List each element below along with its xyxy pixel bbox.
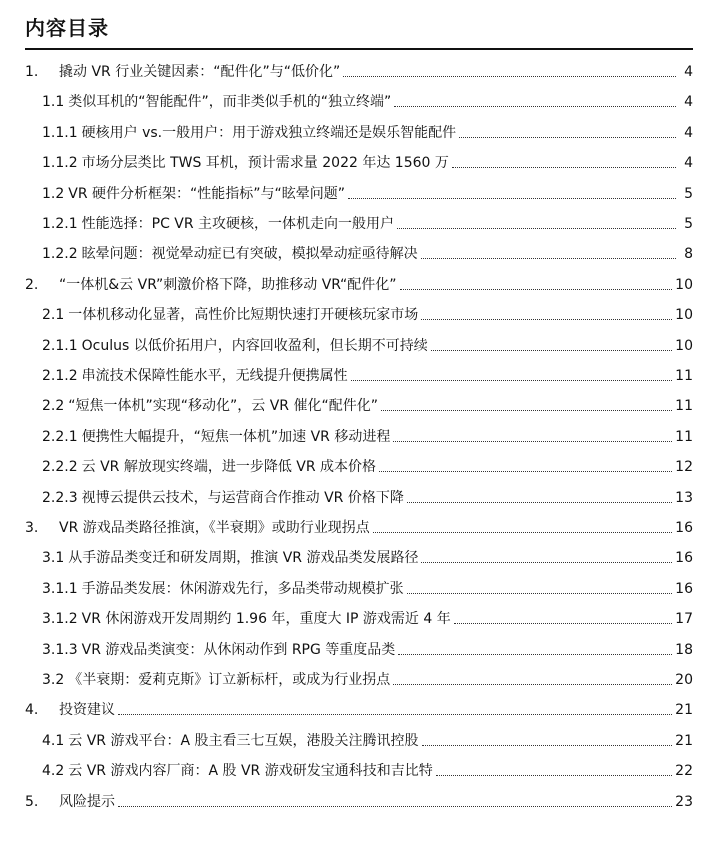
toc-entry[interactable] — [42, 666, 693, 690]
toc-page-number: 11 — [675, 398, 693, 415]
toc-entry[interactable] — [42, 636, 693, 660]
toc-page-number: 20 — [675, 672, 693, 688]
toc-entry-number: 3.1.2 — [42, 611, 78, 628]
toc-entry-label: 市场分层类比 TWS 耳机，预计需求量 2022 年达 1560 万 — [81, 155, 449, 172]
toc-entry-label: “一体机&云 VR”刺激价格下降，助推移动 VR“配件化” — [59, 276, 397, 293]
toc-entry[interactable] — [42, 180, 693, 204]
toc-entry[interactable] — [42, 210, 693, 234]
toc-entry-label: 视博云提供云技术，与运营商合作推动 VR 价格下降 — [81, 489, 404, 506]
toc-entry-label: 云 VR 解放现实终端，进一步降低 VR 成本价格 — [81, 459, 377, 476]
toc-entry-number: 3.1 — [42, 550, 65, 567]
toc-dot-leader — [118, 714, 672, 715]
toc-dot-leader — [421, 258, 676, 259]
toc-entry-label: VR 硬件分析框架：“性能指标”与“眩晕问题” — [68, 185, 346, 202]
toc-page-number: 11 — [675, 428, 693, 445]
toc-entry-label: 《半衰期：爱莉克斯》订立新标杆，或成为行业拐点 — [68, 672, 391, 688]
toc-entry-title — [25, 275, 397, 295]
toc-entry-label: “短焦一体机”实现“移动化”，云 VR 催化“配件化” — [68, 398, 378, 415]
toc-entry[interactable] — [42, 757, 693, 781]
toc-page-number: 4 — [684, 124, 693, 141]
toc-page-number: 10 — [675, 307, 693, 324]
toc-entry-title — [42, 214, 394, 234]
toc-entry-number: 2.1 — [42, 307, 65, 324]
toc-entry-title — [42, 396, 378, 416]
toc-entry-label: 投资建议 — [59, 702, 115, 719]
toc-entry-title — [42, 427, 390, 447]
toc-entry-label: 云 VR 游戏平台：A 股主看三七互娱，港股关注腾讯控股 — [68, 732, 419, 749]
toc-dot-leader — [459, 137, 676, 138]
toc-entry-title — [25, 792, 115, 812]
toc-page-number: 11 — [675, 368, 693, 384]
toc-dot-leader — [118, 806, 672, 807]
toc-entry-title — [42, 336, 428, 356]
toc-entry-number: 4.2 — [42, 763, 65, 780]
toc-dot-leader — [454, 623, 672, 624]
toc-entry[interactable] — [42, 392, 693, 416]
toc-entry-number: 3.2 — [42, 672, 65, 688]
toc-title: 内容目录 — [25, 16, 109, 40]
toc-entry-title — [42, 548, 418, 568]
toc-entry[interactable] — [42, 362, 693, 386]
toc-dot-leader — [393, 684, 672, 685]
toc-entry-number: 3. — [25, 520, 39, 536]
toc-page-number: 16 — [675, 520, 693, 536]
toc-dot-leader — [351, 380, 673, 381]
toc-entry-title — [42, 184, 345, 204]
toc-dot-leader — [422, 745, 673, 746]
toc-entry-label: 串流技术保障性能水平，无线提升便携属性 — [81, 368, 348, 384]
toc-entry-number: 2.1.2 — [42, 368, 78, 384]
toc-entry[interactable] — [42, 88, 693, 112]
toc-entry[interactable] — [42, 544, 693, 568]
toc-entry[interactable] — [25, 514, 693, 538]
toc-entry-number: 1.2.2 — [42, 246, 78, 263]
toc-entry-number: 4.1 — [42, 732, 65, 749]
toc-dot-leader — [373, 532, 672, 533]
toc-dot-leader — [381, 410, 672, 411]
toc-entry[interactable] — [25, 271, 693, 295]
toc-page-number: 5 — [684, 216, 693, 232]
toc-entry-title — [42, 761, 433, 781]
toc-entry-label: VR 游戏品类路径推演，《半衰期》或助行业现拐点 — [59, 520, 370, 536]
toc-entry-number: 2. — [25, 276, 39, 293]
toc-entry-number: 1.2.1 — [42, 216, 78, 232]
toc-entry-number: 1.1 — [42, 94, 65, 111]
toc-entry[interactable] — [42, 575, 693, 599]
toc-entry-label: 云 VR 游戏内容厂商：A 股 VR 游戏研发宝通科技和吉比特 — [68, 763, 433, 780]
toc-entry-title — [42, 609, 451, 629]
toc-entry-label: VR 游戏品类演变：从休闲动作到 RPG 等重度品类 — [81, 641, 396, 658]
toc-entry-label: 撬动 VR 行业关键因素：“配件化”与“低价化” — [59, 64, 341, 80]
toc-entry[interactable] — [25, 696, 693, 720]
toc-dot-leader — [436, 775, 672, 776]
toc-page-number: 8 — [684, 246, 693, 263]
toc-entry-label: 一体机移动化显著，高性价比短期快速打开硬核玩家市场 — [68, 307, 419, 324]
toc-entry-number: 5. — [25, 793, 39, 810]
toc-entry-title — [42, 488, 404, 508]
toc-entry[interactable] — [42, 119, 693, 143]
toc-entry-label: 风险提示 — [59, 793, 115, 810]
toc-entry[interactable] — [42, 332, 693, 356]
toc-entry-number: 3.1.1 — [42, 580, 78, 597]
toc-dot-leader — [421, 319, 672, 320]
toc-entry-title — [42, 670, 390, 690]
toc-entry-label: VR 休闲游戏开发周期约 1.96 年，重度大 IP 游戏需近 4 年 — [81, 611, 451, 628]
toc-entry-number: 2.1.1 — [42, 337, 78, 354]
toc-entry-number: 2.2.1 — [42, 428, 78, 445]
toc-dot-leader — [343, 76, 676, 77]
toc-page-number: 16 — [675, 580, 693, 597]
toc-page-number: 13 — [675, 489, 693, 506]
toc-entry-label: 便携性大幅提升，“短焦一体机”加速 VR 移动进程 — [81, 428, 391, 445]
toc-entry-title — [42, 92, 391, 112]
toc-entry[interactable] — [42, 605, 693, 629]
toc-dot-leader — [397, 228, 676, 229]
toc-entry-label: Oculus 以低价拓用户，内容回收盈利，但长期不可持续 — [81, 337, 428, 354]
toc-entry-label: 性能选择：PC VR 主攻硬核，一体机走向一般用户 — [81, 216, 395, 232]
toc-entry-title — [25, 62, 340, 82]
toc-page-number: 12 — [675, 459, 693, 476]
toc-entry-title — [42, 640, 395, 660]
toc-entry-number: 2.2.3 — [42, 489, 78, 506]
toc-entry[interactable] — [25, 58, 693, 82]
toc-entry-number: 2.2.2 — [42, 459, 78, 476]
toc-page-number: 5 — [684, 185, 693, 202]
toc-entry-label: 眩晕问题：视觉晕动症已有突破，模拟晕动症亟待解决 — [81, 246, 418, 263]
toc-dot-leader — [394, 106, 676, 107]
toc-entry-label: 从手游品类变迁和研发周期，推演 VR 游戏品类发展路径 — [68, 550, 419, 567]
toc-entry-label: 硬核用户 vs.一般用户：用于游戏独立终端还是娱乐智能配件 — [81, 124, 457, 141]
toc-entry[interactable] — [42, 240, 693, 264]
toc-page-number: 10 — [675, 276, 693, 293]
toc-page-number: 16 — [675, 550, 693, 567]
toc-dot-leader — [421, 562, 672, 563]
toc-entry[interactable] — [25, 788, 693, 812]
toc-entry-title — [42, 579, 404, 599]
toc-page-number: 21 — [675, 732, 693, 749]
toc-entry[interactable] — [42, 484, 693, 508]
toc-dot-leader — [348, 198, 676, 199]
toc-entry-title — [25, 518, 370, 538]
toc-dot-leader — [393, 441, 672, 442]
toc-dot-leader — [407, 593, 673, 594]
toc-page-number: 23 — [675, 793, 693, 810]
toc-entry-label: 类似耳机的“智能配件”，而非类似手机的“独立终端” — [68, 94, 392, 111]
toc-entry[interactable] — [42, 149, 693, 173]
toc-dot-leader — [379, 471, 672, 472]
toc-entry[interactable] — [42, 301, 693, 325]
toc-entry-number: 1.1.2 — [42, 155, 78, 172]
toc-page-number: 22 — [675, 763, 693, 780]
toc-entry-number: 1. — [25, 64, 39, 80]
toc-entry[interactable] — [42, 453, 693, 477]
toc-entry[interactable] — [42, 423, 693, 447]
toc-entry-title — [42, 305, 418, 325]
title-divider — [25, 48, 693, 50]
toc-page-number: 21 — [675, 702, 693, 719]
toc-entry-number: 1.2 — [42, 185, 65, 202]
toc-entry-number: 3.1.3 — [42, 641, 78, 658]
toc-page-number: 4 — [684, 64, 693, 80]
toc-page-number: 4 — [684, 94, 693, 111]
toc-page-number: 17 — [675, 611, 693, 628]
toc-entry-number: 1.1.1 — [42, 124, 78, 141]
toc-entry-title — [42, 366, 348, 386]
toc-dot-leader — [407, 502, 672, 503]
toc-entry-title — [42, 153, 449, 173]
toc-entry-title — [25, 700, 115, 720]
toc-page-number: 18 — [675, 641, 693, 658]
toc-entry-title — [42, 123, 456, 143]
toc-entry-number: 2.2 — [42, 398, 65, 415]
toc-entry-title — [42, 244, 418, 264]
toc-entry[interactable] — [42, 727, 693, 751]
toc-dot-leader — [431, 350, 672, 351]
toc-entry-title — [42, 457, 376, 477]
toc-entry-number: 4. — [25, 702, 39, 719]
toc-dot-leader — [398, 654, 672, 655]
toc-page-number: 4 — [684, 155, 693, 172]
toc-page-number: 10 — [675, 337, 693, 354]
toc-entry-label: 手游品类发展：休闲游戏先行，多品类带动规模扩张 — [81, 580, 404, 597]
toc-dot-leader — [400, 289, 673, 290]
toc-dot-leader — [452, 167, 676, 168]
toc-entry-title — [42, 731, 419, 751]
